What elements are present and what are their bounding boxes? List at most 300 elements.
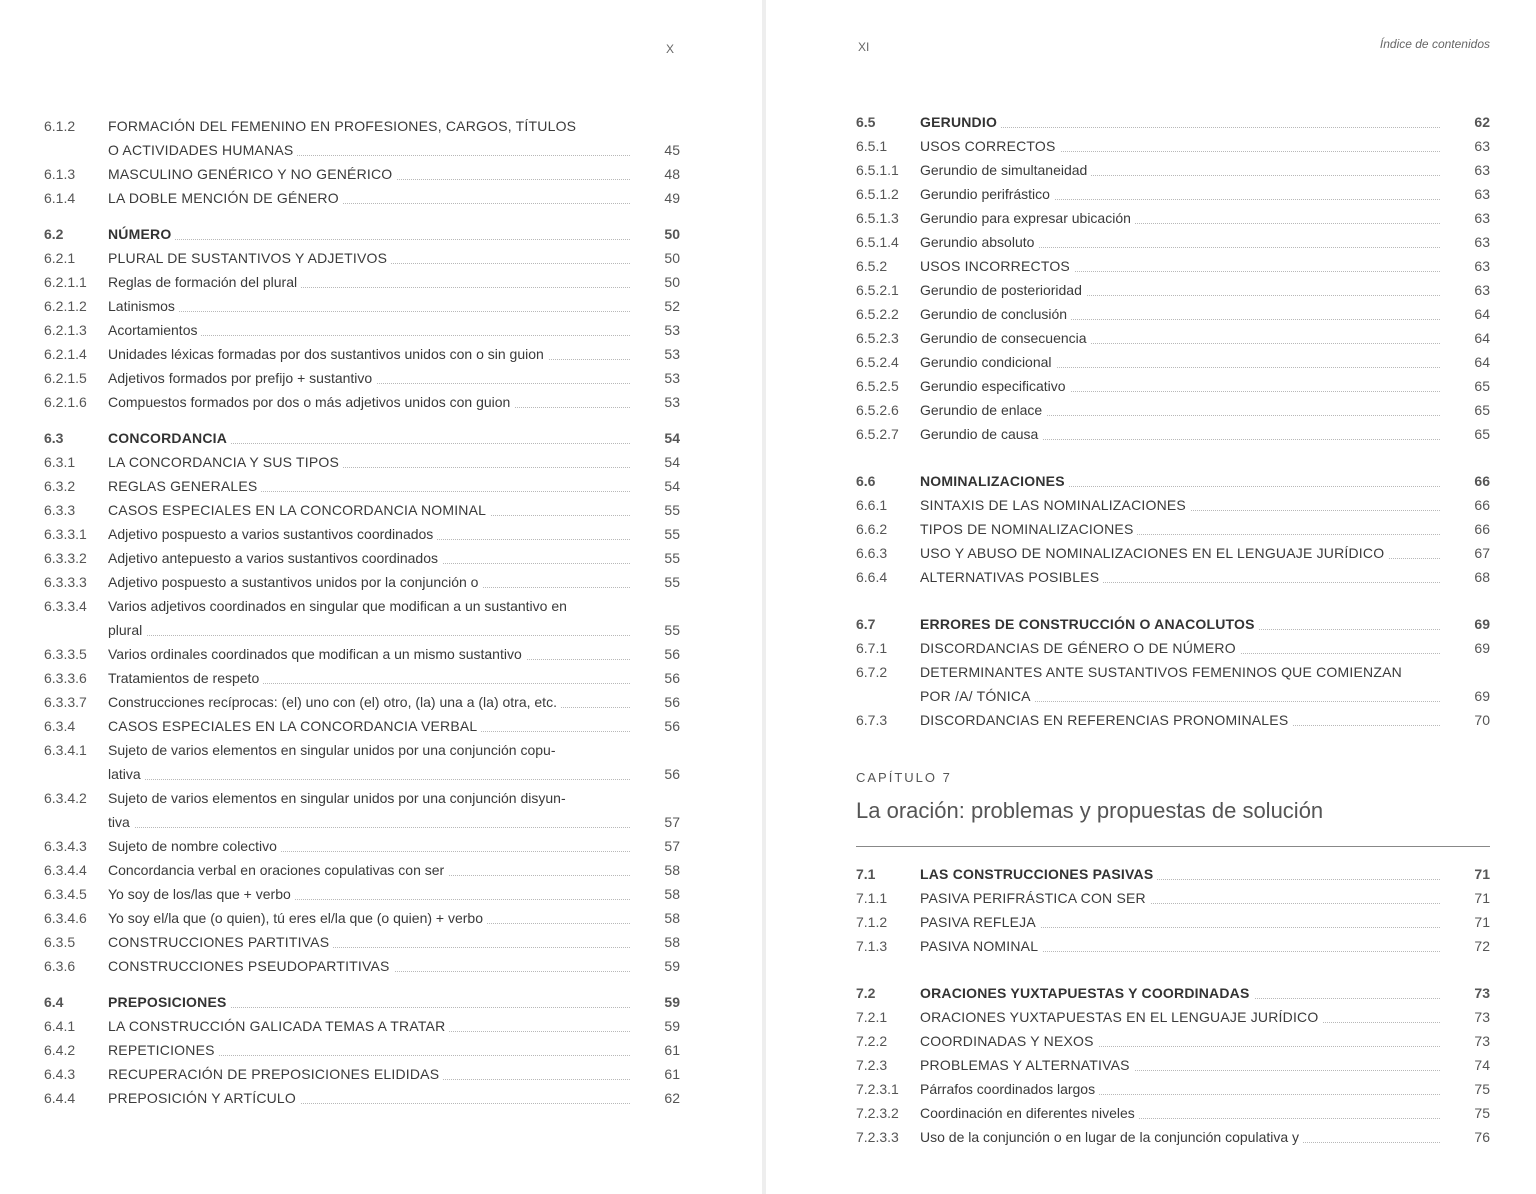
toc-entry-title-line-2 bbox=[108, 810, 630, 834]
toc-entry-number: 6.2.1.3 bbox=[44, 322, 87, 338]
toc-entry-title-text: COORDINADAS Y NEXOS bbox=[920, 1033, 1098, 1049]
toc-entry-title bbox=[920, 182, 1440, 206]
toc-entry bbox=[44, 786, 680, 834]
toc-entry-page: 75 bbox=[1474, 1105, 1490, 1121]
toc-entry-page: 65 bbox=[1474, 426, 1490, 442]
toc-entry-number: 6.3.4.2 bbox=[44, 790, 87, 806]
toc-entry-title-text: Gerundio de causa bbox=[920, 426, 1042, 442]
toc-entry-page: 69 bbox=[1474, 616, 1490, 632]
toc-entry-page: 50 bbox=[664, 250, 680, 266]
toc-entry-title-text: Gerundio perifrástico bbox=[920, 186, 1054, 202]
toc-entry-title-text: CASOS ESPECIALES EN LA CONCORDANCIA VERBAL bbox=[108, 718, 481, 734]
toc-entry-number: 6.5.2.4 bbox=[856, 354, 899, 370]
toc-entry-page: 65 bbox=[1474, 402, 1490, 418]
toc-entry-number: 6.4.1 bbox=[44, 1018, 76, 1034]
toc-entry-page: 69 bbox=[1474, 640, 1490, 656]
toc-entry-number: 6.2.1.5 bbox=[44, 370, 87, 386]
toc-entry-title bbox=[920, 254, 1440, 278]
toc-entry-page: 75 bbox=[1474, 1081, 1490, 1097]
toc-entry-number: 6.5.2.6 bbox=[856, 402, 899, 418]
toc-entry-page: 63 bbox=[1474, 258, 1490, 274]
toc-entry-page: 55 bbox=[664, 550, 680, 566]
toc-entry-title-text: ORACIONES YUXTAPUESTAS Y COORDINADAS bbox=[920, 985, 1254, 1001]
toc-entry-title-line-1: FORMACIÓN DEL FEMENINO EN PROFESIONES, CARGOS, TÍTULOS bbox=[108, 118, 577, 134]
toc-entry-title-text: PASIVA REFLEJA bbox=[920, 914, 1040, 930]
toc-entry-title-line-1: Sujeto de varios elementos en singular unidos por una conjunción disyun- bbox=[108, 790, 566, 806]
dot-leader bbox=[108, 239, 630, 240]
toc-entry-number: 7.2.3 bbox=[856, 1057, 888, 1073]
toc-entry-title bbox=[108, 954, 630, 978]
table-of-contents-right bbox=[856, 110, 1490, 730]
running-head: Índice de contenidos bbox=[1379, 37, 1490, 51]
toc-entry-title-text: NOMINALIZACIONES bbox=[920, 473, 1069, 489]
toc-entry-number: 6.7.3 bbox=[856, 712, 888, 728]
toc-entry-number: 7.2.3.2 bbox=[856, 1105, 899, 1121]
toc-entry-title-text: DISCORDANCIAS EN REFERENCIAS PRONOMINALES bbox=[920, 712, 1292, 728]
toc-entry-title-text: LA DOBLE MENCIÓN DE GÉNERO bbox=[108, 190, 343, 206]
toc-entry-number: 6.2.1.2 bbox=[44, 298, 87, 314]
toc-entry-title bbox=[920, 1053, 1440, 1077]
toc-entry-title-continuation: plural bbox=[108, 622, 146, 638]
toc-entry-title-text: LA CONSTRUCCIÓN GALICADA TEMAS A TRATAR bbox=[108, 1018, 449, 1034]
toc-entry-page: 61 bbox=[664, 1042, 680, 1058]
toc-entry-page: 50 bbox=[664, 274, 680, 290]
toc-entry-number: 6.7.1 bbox=[856, 640, 888, 656]
toc-entry-title-text: Tratamientos de respeto bbox=[108, 670, 263, 686]
toc-entry-title bbox=[108, 666, 630, 690]
toc-entry-title-text: Gerundio de enlace bbox=[920, 402, 1046, 418]
toc-entry-number: 6.6.3 bbox=[856, 545, 888, 561]
toc-entry-title-text: ALTERNATIVAS POSIBLES bbox=[920, 569, 1103, 585]
toc-entry-title bbox=[108, 642, 630, 666]
toc-entry-title-text: CONCORDANCIA bbox=[108, 430, 231, 446]
toc-entry-title-text: PROBLEMAS Y ALTERNATIVAS bbox=[920, 1057, 1134, 1073]
toc-entry-page: 53 bbox=[664, 346, 680, 362]
toc-entry-title-text: PREPOSICIONES bbox=[108, 994, 231, 1010]
toc-entry-number: 7.1.2 bbox=[856, 914, 888, 930]
toc-entry-page: 68 bbox=[1474, 569, 1490, 585]
toc-entry-number: 6.3.1 bbox=[44, 454, 76, 470]
toc-entry-page: 56 bbox=[664, 718, 680, 734]
toc-entry-page: 53 bbox=[664, 394, 680, 410]
toc-entry-title-text: Gerundio absoluto bbox=[920, 234, 1038, 250]
toc-entry-title-line-2 bbox=[920, 684, 1440, 708]
toc-entry-title-text: PLURAL DE SUSTANTIVOS Y ADJETIVOS bbox=[108, 250, 391, 266]
toc-entry-title-text: Coordinación en diferentes niveles bbox=[920, 1105, 1139, 1121]
toc-entry-title bbox=[108, 1014, 630, 1038]
toc-entry-number: 6.1.2 bbox=[44, 118, 76, 134]
toc-entry-page: 58 bbox=[664, 886, 680, 902]
dot-leader bbox=[108, 827, 630, 828]
toc-entry-title bbox=[920, 517, 1440, 541]
toc-entry-title bbox=[108, 186, 630, 210]
toc-entry-page: 64 bbox=[1474, 330, 1490, 346]
toc-entry-title-continuation: lativa bbox=[108, 766, 145, 782]
toc-entry-title bbox=[108, 426, 630, 450]
toc-entry-page: 64 bbox=[1474, 306, 1490, 322]
toc-entry-title-line-2 bbox=[108, 762, 630, 786]
toc-entry-title bbox=[920, 910, 1440, 934]
toc-entry-number: 6.6 bbox=[856, 473, 876, 489]
toc-entry-title bbox=[920, 302, 1440, 326]
toc-entry-title bbox=[108, 906, 630, 930]
toc-entry-number: 7.2.2 bbox=[856, 1033, 888, 1049]
toc-entry-number: 6.7.2 bbox=[856, 664, 888, 680]
toc-entry-title-text: MASCULINO GENÉRICO Y NO GENÉRICO bbox=[108, 166, 396, 182]
toc-entry-number: 6.3.6 bbox=[44, 958, 76, 974]
toc-entry-title bbox=[920, 660, 1440, 708]
toc-entry-title bbox=[108, 834, 630, 858]
toc-entry-page: 56 bbox=[664, 694, 680, 710]
toc-entry-number: 6.5.1 bbox=[856, 138, 888, 154]
toc-entry-title bbox=[108, 1062, 630, 1086]
toc-entry-title bbox=[920, 541, 1440, 565]
toc-entry-page: 52 bbox=[664, 298, 680, 314]
toc-entry-title bbox=[108, 690, 630, 714]
toc-entry-number: 6.2.1.1 bbox=[44, 274, 87, 290]
toc-entry-number: 6.6.4 bbox=[856, 569, 888, 585]
toc-entry-number: 6.3.4.5 bbox=[44, 886, 87, 902]
toc-entry-title bbox=[108, 1038, 630, 1062]
toc-entry-page: 58 bbox=[664, 910, 680, 926]
toc-entry-title-text: ERRORES DE CONSTRUCCIÓN O ANACOLUTOS bbox=[920, 616, 1259, 632]
toc-entry-title bbox=[108, 246, 630, 270]
toc-entry-title bbox=[920, 1029, 1440, 1053]
toc-entry-page: 63 bbox=[1474, 138, 1490, 154]
toc-entry-title bbox=[920, 708, 1440, 732]
toc-entry-page: 61 bbox=[664, 1066, 680, 1082]
toc-entry-number: 7.1.1 bbox=[856, 890, 888, 906]
toc-entry-page: 53 bbox=[664, 370, 680, 386]
toc-entry-title bbox=[920, 934, 1440, 958]
toc-entry-number: 6.3.3.5 bbox=[44, 646, 87, 662]
toc-entry-number: 7.2.1 bbox=[856, 1009, 888, 1025]
toc-entry-title-continuation: POR /A/ TÓNICA bbox=[920, 688, 1035, 704]
page-number: X bbox=[666, 42, 675, 56]
toc-entry-page: 71 bbox=[1474, 866, 1490, 882]
toc-entry-number: 6.3.3.4 bbox=[44, 598, 87, 614]
toc-entry-number: 7.2.3.3 bbox=[856, 1129, 899, 1145]
toc-entry-title-text: Acortamientos bbox=[108, 322, 201, 338]
toc-entry-title-text: Gerundio especificativo bbox=[920, 378, 1070, 394]
toc-entry-title-text: Sujeto de nombre colectivo bbox=[108, 838, 281, 854]
toc-entry-page: 73 bbox=[1474, 985, 1490, 1001]
chapter-title: La oración: problemas y propuestas de solución bbox=[856, 798, 1324, 823]
toc-entry-title bbox=[920, 278, 1440, 302]
toc-entry-title bbox=[108, 714, 630, 738]
toc-entry-number: 6.2.1.6 bbox=[44, 394, 87, 410]
toc-entry-page: 58 bbox=[664, 862, 680, 878]
toc-entry-title bbox=[108, 390, 630, 414]
toc-entry-title-continuation: tiva bbox=[108, 814, 134, 830]
toc-entry-number: 6.3.3.1 bbox=[44, 526, 87, 542]
toc-entry-number: 6.6.2 bbox=[856, 521, 888, 537]
page-number: XI bbox=[858, 40, 870, 54]
toc-entry-number: 6.3.2 bbox=[44, 478, 76, 494]
toc-entry-title bbox=[108, 162, 630, 186]
toc-entry-title bbox=[108, 570, 630, 594]
toc-entry-title-text: Adjetivo antepuesto a varios sustantivos coordinados bbox=[108, 550, 442, 566]
toc-entry-title-text: CONSTRUCCIONES PSEUDOPARTITIVAS bbox=[108, 958, 394, 974]
toc-entry-title bbox=[920, 206, 1440, 230]
toc-entry-page: 55 bbox=[664, 574, 680, 590]
toc-entry-number: 6.5.2.5 bbox=[856, 378, 899, 394]
toc-entry-page: 76 bbox=[1474, 1129, 1490, 1145]
toc-entry-number: 7.2.3.1 bbox=[856, 1081, 899, 1097]
toc-entry-page: 55 bbox=[664, 622, 680, 638]
toc-entry-page: 56 bbox=[664, 670, 680, 686]
toc-entry-title-text: USOS CORRECTOS bbox=[920, 138, 1060, 154]
toc-entry-title-text: Uso de la conjunción o en lugar de la conjunción copulativa y bbox=[920, 1129, 1303, 1145]
chapter-rule bbox=[856, 846, 1490, 847]
toc-entry-page: 56 bbox=[664, 766, 680, 782]
toc-entry-number: 6.4.3 bbox=[44, 1066, 76, 1082]
toc-entry-number: 6.3.4.6 bbox=[44, 910, 87, 926]
toc-entry bbox=[856, 660, 1490, 708]
toc-entry-title-text: SINTAXIS DE LAS NOMINALIZACIONES bbox=[920, 497, 1190, 513]
toc-entry-title-line-2 bbox=[108, 618, 630, 642]
toc-entry-title-text: ORACIONES YUXTAPUESTAS EN EL LENGUAJE JURÍDICO bbox=[920, 1009, 1322, 1025]
toc-entry-title bbox=[108, 858, 630, 882]
toc-entry-title bbox=[108, 474, 630, 498]
toc-entry-page: 55 bbox=[664, 502, 680, 518]
toc-entry-title-line-1: Varios adjetivos coordinados en singular que modifican a un sustantivo en bbox=[108, 598, 567, 614]
toc-entry-title bbox=[108, 318, 630, 342]
toc-entry-title-text: Adjetivo pospuesto a sustantivos unidos por la conjunción o bbox=[108, 574, 482, 590]
toc-entry-title-text: PASIVA PERIFRÁSTICA CON SER bbox=[920, 890, 1150, 906]
toc-entry-title-line-1: DETERMINANTES ANTE SUSTANTIVOS FEMENINOS QUE COMIENZAN bbox=[920, 664, 1402, 680]
toc-entry-title bbox=[920, 565, 1440, 589]
toc-entry-page: 66 bbox=[1474, 497, 1490, 513]
toc-entry-number: 6.3.4.3 bbox=[44, 838, 87, 854]
toc-entry-number: 6.5.1.4 bbox=[856, 234, 899, 250]
toc-entry-title-text: Adjetivos formados por prefijo + sustantivo bbox=[108, 370, 376, 386]
toc-entry-title-text: Gerundio condicional bbox=[920, 354, 1056, 370]
toc-entry-number: 6.4.4 bbox=[44, 1090, 76, 1106]
toc-entry-title bbox=[920, 134, 1440, 158]
toc-entry-page: 57 bbox=[664, 838, 680, 854]
toc-entry-number: 6.3.3.6 bbox=[44, 670, 87, 686]
toc-entry bbox=[44, 114, 680, 162]
toc-entry-page: 58 bbox=[664, 934, 680, 950]
dot-leader bbox=[108, 635, 630, 636]
toc-entry-page: 71 bbox=[1474, 914, 1490, 930]
toc-entry-title-text: USOS INCORRECTOS bbox=[920, 258, 1074, 274]
toc-entry-number: 6.5.1.3 bbox=[856, 210, 899, 226]
toc-entry-title-text: PASIVA NOMINAL bbox=[920, 938, 1042, 954]
toc-entry-page: 63 bbox=[1474, 234, 1490, 250]
toc-entry-title bbox=[920, 636, 1440, 660]
toc-entry-title bbox=[920, 326, 1440, 350]
toc-entry-title-text: Varios ordinales coordinados que modifican a un mismo sustantivo bbox=[108, 646, 526, 662]
toc-entry-page: 49 bbox=[664, 190, 680, 206]
toc-entry-number: 6.5.1.2 bbox=[856, 186, 899, 202]
toc-entry-page: 59 bbox=[664, 1018, 680, 1034]
toc-entry-page: 73 bbox=[1474, 1033, 1490, 1049]
toc-entry-number: 6.3 bbox=[44, 430, 64, 446]
toc-entry-title-text: Construcciones recíprocas: (el) uno con (el) otro, (la) una a (la) otra, etc. bbox=[108, 694, 561, 710]
toc-entry-page: 63 bbox=[1474, 186, 1490, 202]
toc-entry-number: 6.5.2.3 bbox=[856, 330, 899, 346]
toc-entry-title-continuation: O ACTIVIDADES HUMANAS bbox=[108, 142, 297, 158]
toc-entry-title-text: Párrafos coordinados largos bbox=[920, 1081, 1099, 1097]
toc-entry-title bbox=[920, 862, 1440, 886]
toc-entry-title-text: REGLAS GENERALES bbox=[108, 478, 261, 494]
toc-entry-page: 54 bbox=[664, 430, 680, 446]
toc-entry-title bbox=[108, 450, 630, 474]
toc-entry-title-text: LAS CONSTRUCCIONES PASIVAS bbox=[920, 866, 1157, 882]
toc-entry-title bbox=[920, 158, 1440, 182]
dot-leader bbox=[108, 779, 630, 780]
toc-entry-page: 74 bbox=[1474, 1057, 1490, 1073]
chapter-label: CAPÍTULO 7 bbox=[856, 770, 952, 785]
toc-entry-page: 54 bbox=[664, 478, 680, 494]
toc-entry-title-text: USO Y ABUSO DE NOMINALIZACIONES EN EL LENGUAJE JURÍDICO bbox=[920, 545, 1388, 561]
toc-entry-title bbox=[108, 594, 630, 642]
toc-entry-title-text: DISCORDANCIAS DE GÉNERO O DE NÚMERO bbox=[920, 640, 1240, 656]
toc-entry-page: 59 bbox=[664, 958, 680, 974]
toc-entry-title-text: Adjetivo pospuesto a varios sustantivos coordinados bbox=[108, 526, 437, 542]
toc-entry-page: 72 bbox=[1474, 938, 1490, 954]
toc-entry-title bbox=[108, 294, 630, 318]
toc-entry-page: 48 bbox=[664, 166, 680, 182]
right-page bbox=[766, 0, 1536, 1194]
toc-entry-title bbox=[920, 981, 1440, 1005]
toc-entry-title-text: Compuestos formados por dos o más adjetivos unidos con guion bbox=[108, 394, 514, 410]
toc-entry-title bbox=[108, 1086, 630, 1110]
toc-entry-page: 62 bbox=[664, 1090, 680, 1106]
toc-entry-title-text: Reglas de formación del plural bbox=[108, 274, 301, 290]
toc-entry-number: 6.3.5 bbox=[44, 934, 76, 950]
toc-entry-number: 6.6.1 bbox=[856, 497, 888, 513]
toc-entry-title-text: Unidades léxicas formadas por dos sustantivos unidos con o sin guion bbox=[108, 346, 548, 362]
toc-entry-title bbox=[920, 230, 1440, 254]
toc-entry bbox=[44, 594, 680, 642]
toc-entry-number: 6.3.3.3 bbox=[44, 574, 87, 590]
toc-entry-title-text: Yo soy el/la que (o quien), tú eres el/la que (o quien) + verbo bbox=[108, 910, 487, 926]
toc-entry-page: 63 bbox=[1474, 210, 1490, 226]
toc-entry-page: 66 bbox=[1474, 521, 1490, 537]
toc-entry-number: 6.1.4 bbox=[44, 190, 76, 206]
toc-entry-number: 6.3.3.2 bbox=[44, 550, 87, 566]
toc-entry-page: 70 bbox=[1474, 712, 1490, 728]
toc-entry-title bbox=[920, 1005, 1440, 1029]
toc-entry-page: 63 bbox=[1474, 282, 1490, 298]
toc-entry-number: 6.2.1 bbox=[44, 250, 76, 266]
toc-entry-page: 57 bbox=[664, 814, 680, 830]
toc-entry-title bbox=[108, 270, 630, 294]
toc-entry-number: 6.5 bbox=[856, 114, 876, 130]
toc-entry-page: 64 bbox=[1474, 354, 1490, 370]
toc-entry-number: 6.2.1.4 bbox=[44, 346, 87, 362]
toc-entry-title-text: RECUPERACIÓN DE PREPOSICIONES ELIDIDAS bbox=[108, 1066, 443, 1082]
toc-entry-number: 6.7 bbox=[856, 616, 876, 632]
toc-entry-page: 59 bbox=[664, 994, 680, 1010]
toc-entry-title bbox=[108, 930, 630, 954]
toc-entry-number: 7.1 bbox=[856, 866, 876, 882]
toc-entry-page: 63 bbox=[1474, 162, 1490, 178]
toc-entry-number: 6.5.2 bbox=[856, 258, 888, 274]
toc-entry-title bbox=[108, 522, 630, 546]
toc-entry-title-text: GERUNDIO bbox=[920, 114, 1001, 130]
toc-entry-number: 6.3.3 bbox=[44, 502, 76, 518]
toc-entry-page: 54 bbox=[664, 454, 680, 470]
toc-entry-page: 53 bbox=[664, 322, 680, 338]
toc-entry-title bbox=[108, 738, 630, 786]
toc-entry-title-text: Gerundio de conclusión bbox=[920, 306, 1071, 322]
toc-entry-title bbox=[108, 498, 630, 522]
toc-entry-number: 6.4.2 bbox=[44, 1042, 76, 1058]
toc-entry-number: 6.3.3.7 bbox=[44, 694, 87, 710]
toc-entry-title-text: Gerundio de consecuencia bbox=[920, 330, 1091, 346]
toc-entry-title bbox=[920, 1077, 1440, 1101]
toc-entry-page: 56 bbox=[664, 646, 680, 662]
toc-entry-title-text: Concordancia verbal en oraciones copulativas con ser bbox=[108, 862, 448, 878]
left-page bbox=[0, 0, 762, 1194]
toc-entry-title bbox=[920, 1125, 1440, 1149]
toc-entry-page: 73 bbox=[1474, 1009, 1490, 1025]
toc-entry-number: 6.3.4 bbox=[44, 718, 76, 734]
toc-entry-title-text: TIPOS DE NOMINALIZACIONES bbox=[920, 521, 1137, 537]
toc-entry-number: 6.5.2.7 bbox=[856, 426, 899, 442]
toc-entry-title bbox=[920, 374, 1440, 398]
toc-entry-page: 65 bbox=[1474, 378, 1490, 394]
toc-entry-title bbox=[920, 398, 1440, 422]
toc-entry-title-text: Gerundio de posterioridad bbox=[920, 282, 1086, 298]
toc-entry-title-text: Latinismos bbox=[108, 298, 179, 314]
toc-entry-number: 6.5.1.1 bbox=[856, 162, 899, 178]
toc-entry-title bbox=[108, 366, 630, 390]
toc-entry-title bbox=[920, 612, 1440, 636]
toc-entry-title bbox=[108, 222, 630, 246]
toc-entry-title bbox=[920, 493, 1440, 517]
toc-entry-title-text: LA CONCORDANCIA Y SUS TIPOS bbox=[108, 454, 343, 470]
toc-entry-page: 45 bbox=[664, 142, 680, 158]
toc-entry-number: 7.1.3 bbox=[856, 938, 888, 954]
toc-entry-page: 69 bbox=[1474, 688, 1490, 704]
toc-entry-number: 6.5.2.2 bbox=[856, 306, 899, 322]
toc-entry-title bbox=[920, 350, 1440, 374]
dot-leader bbox=[108, 311, 630, 312]
toc-entry-title-text: REPETICIONES bbox=[108, 1042, 219, 1058]
toc-entry-title bbox=[108, 882, 630, 906]
toc-entry-title bbox=[108, 114, 630, 162]
toc-entry-page: 66 bbox=[1474, 473, 1490, 489]
toc-entry-number: 6.5.2.1 bbox=[856, 282, 899, 298]
toc-entry-title bbox=[920, 886, 1440, 910]
table-of-contents-left bbox=[44, 114, 680, 1154]
toc-entry-title bbox=[108, 990, 630, 1014]
toc-entry-title bbox=[108, 342, 630, 366]
toc-entry-title bbox=[920, 1101, 1440, 1125]
toc-entry-page: 67 bbox=[1474, 545, 1490, 561]
toc-entry-title-text: NÚMERO bbox=[108, 226, 175, 242]
toc-entry-title-text: CASOS ESPECIALES EN LA CONCORDANCIA NOMINAL bbox=[108, 502, 490, 518]
toc-entry-title-line-1: Sujeto de varios elementos en singular unidos por una conjunción copu- bbox=[108, 742, 556, 758]
toc-entry-page: 50 bbox=[664, 226, 680, 242]
toc-entry-title bbox=[108, 786, 630, 834]
toc-entry-title-text: Gerundio de simultaneidad bbox=[920, 162, 1091, 178]
toc-entry-title-text: Gerundio para expresar ubicación bbox=[920, 210, 1135, 226]
toc-entry-page: 62 bbox=[1474, 114, 1490, 130]
toc-entry-title bbox=[920, 422, 1440, 446]
table-of-contents-chapter-7 bbox=[856, 862, 1490, 1152]
toc-entry-number: 6.3.4.4 bbox=[44, 862, 87, 878]
toc-entry-title bbox=[108, 546, 630, 570]
toc-entry-title-text: PREPOSICIÓN Y ARTÍCULO bbox=[108, 1090, 300, 1106]
toc-entry-page: 55 bbox=[664, 526, 680, 542]
toc-entry-number: 6.4 bbox=[44, 994, 64, 1010]
